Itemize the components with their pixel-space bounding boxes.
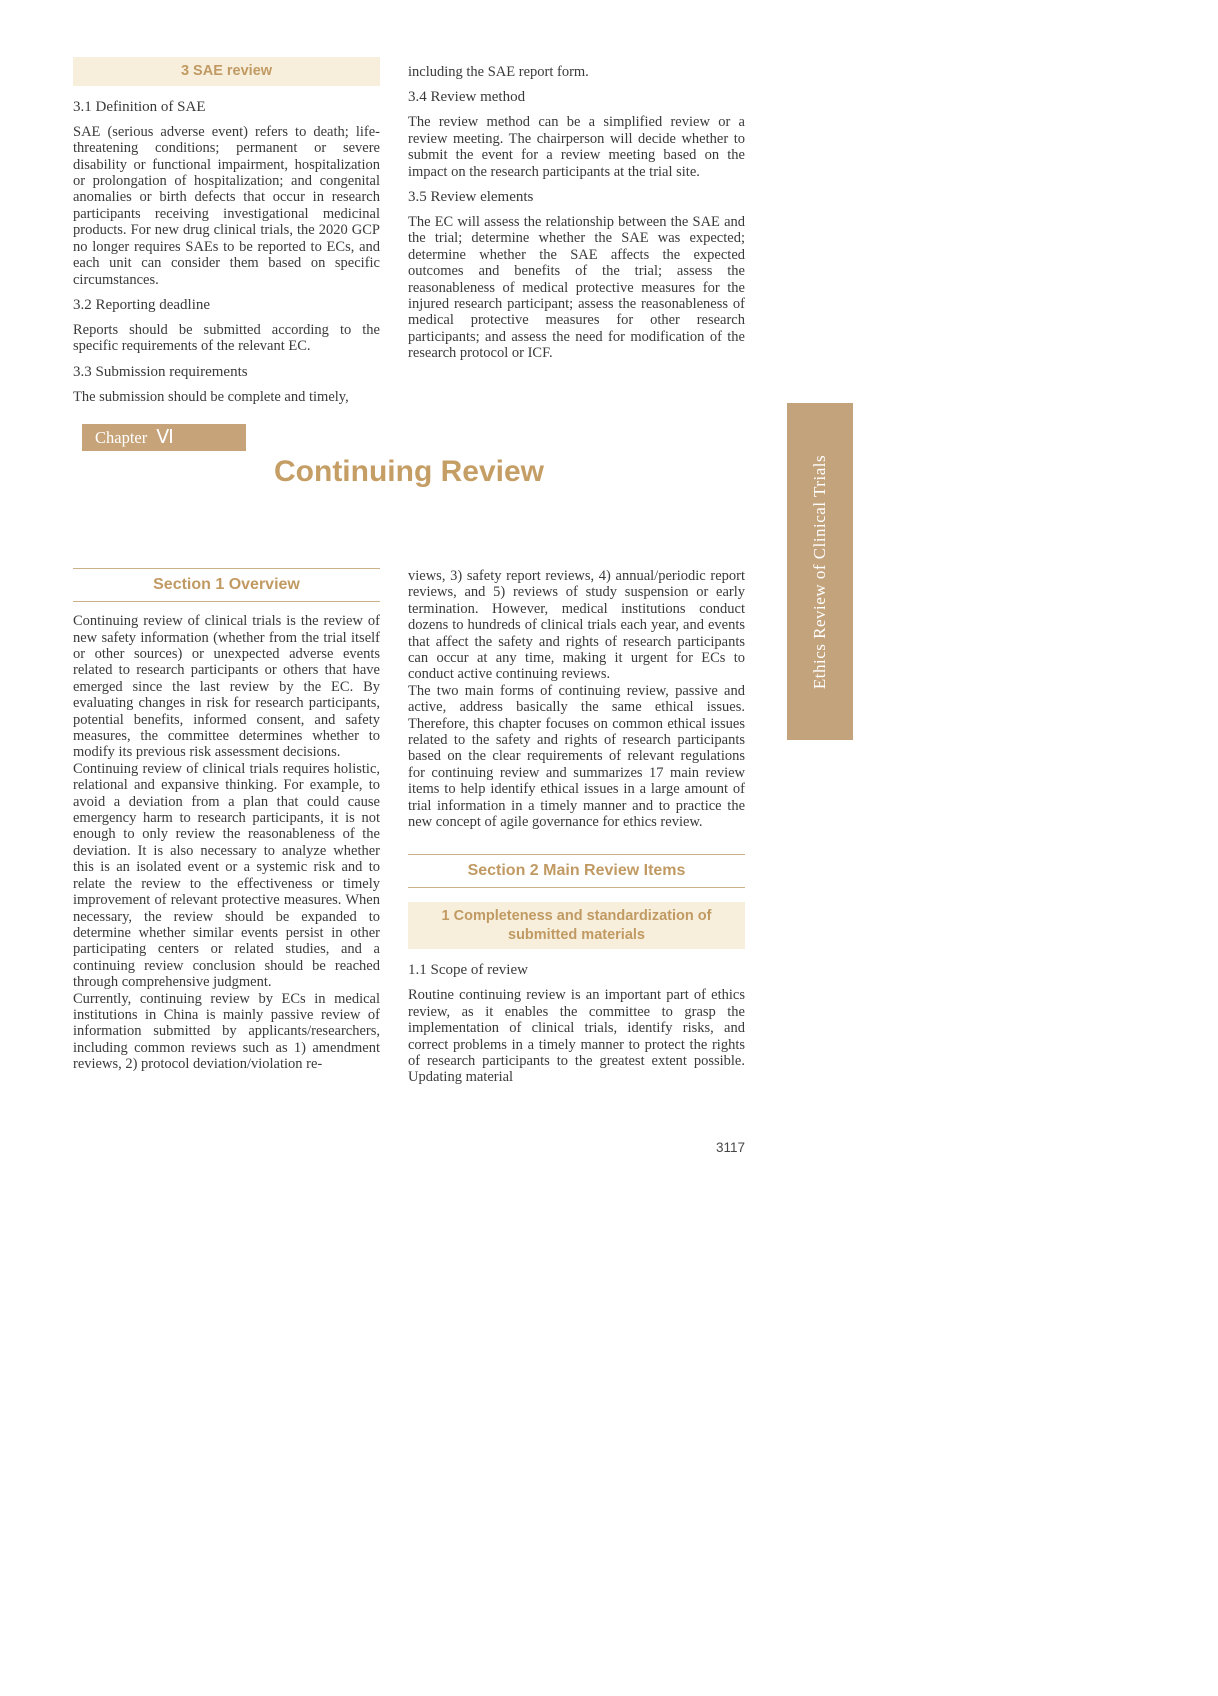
- body-paragraph: The EC will assess the relationship between the SAE and the trial; determine whether the SAE was expected; determine whether the SAE affects the expected outcomes and benefits of the trial; assess the reasonableness of medical protective measures for the injured research participant; assess the reasonableness of medical protective measures for other research participants; and assess the need for modification of the research protocol or ICF.: [408, 214, 745, 362]
- band-heading: 3 SAE review: [73, 57, 380, 86]
- body-paragraph: Reports should be submitted according to the specific requirements of the relevant EC.: [73, 321, 380, 355]
- body-paragraph: including the SAE report form.: [408, 64, 589, 80]
- chapter-title: Continuing Review: [274, 455, 544, 488]
- body-paragraph: The review method can be a simplified review or a review meeting. The chairperson will decide whether to submit the event for a review meeting based on the impact on the research participants at the trial site.: [408, 114, 745, 180]
- body-paragraph: The submission should be complete and timely,: [73, 388, 349, 405]
- body-paragraph: The two main forms of continuing review, passive and active, address basically the same ethical issues. Therefore, this chapter focuses on common ethical issues related to the safety and rights of research participants based on the clear requirements of relevant regulations for continuing review and summarizes 17 main review items to help identify ethical issues in a large amount of trial information in a timely manner and to practice the new concept of agile governance for ethics review.: [408, 682, 745, 831]
- body-paragraph: Currently, continuing review by ECs in medical institutions in China is mainly passive review of information submitted by applicants/researchers, including common reviews such as 1) amendment reviews, 2) protocol deviation/violation re-: [73, 990, 380, 1073]
- main-left-column: [73, 568, 380, 1073]
- main-right-column: [408, 568, 745, 1086]
- body-paragraph: Continuing review of clinical trials requires holistic, relational and expansive thinking. For example, to avoid a deviation from a plan that could cause emergency harm to research participants, it is not enough to only review the reasonableness of the deviation. It is also necessary to analyze whether this is an isolated event or a systemic risk and to relate the review to the effectiveness or timely improvement of relevant protective measures. When necessary, the review should be expanded to determine whether similar events persist in other participating centers or related studies, and a continuing review conclusion should be reached through comprehensive judgment.: [73, 760, 380, 991]
- section-heading: Section 2 Main Review Items: [408, 854, 745, 888]
- chapter-side-tab: [787, 403, 853, 740]
- chapter-label: Chapter: [95, 428, 148, 447]
- side-tab-label: Ethics Review of Clinical Trials: [810, 454, 829, 689]
- body-paragraph: SAE (serious adverse event) refers to death; life-threatening conditions; permanent or severe disability or functional impairment, hospitalization or prolongation of hospitalization; and congenital anomalies or birth defects that occur in research participants receiving investigational medicinal products. For new drug clinical trials, the 2020 GCP no longer requires SAEs to be reported to ECs, and each unit can consider them based on specific circumstances.: [73, 123, 380, 288]
- subsection-heading: 3.3 Submission requirements: [73, 363, 248, 380]
- main-two-column-area: [73, 568, 745, 1086]
- section-heading: Section 1 Overview: [73, 568, 380, 602]
- top-left-column: [73, 57, 380, 405]
- band-heading: 1 Completeness and standardization of submitted materials: [408, 902, 745, 950]
- subsection-heading: 1.1 Scope of review: [408, 962, 528, 979]
- subsection-heading: 3.5 Review elements: [408, 189, 534, 206]
- body-paragraph: Routine continuing review is an important part of ethics review, as it enables the committee to grasp the implementation of clinical trials, identify risks, and correct problems in a timely manner to protect the rights of research participants to the greatest extent possible. Updating material: [408, 987, 745, 1086]
- subsection-heading: 3.1 Definition of SAE: [73, 98, 206, 115]
- chapter-numeral: Ⅵ: [156, 427, 175, 448]
- body-paragraph: Continuing review of clinical trials is the review of new safety information (whether from the trial itself or other sources) or unexpected adverse events related to research participants or others that have emerged since the last review by the EC. By evaluating changes in risk for research participants, potential benefits, informed consent, and safety measures, the committee determines whether to modify its previous risk assessment decisions.: [73, 613, 380, 761]
- subsection-heading: 3.4 Review method: [408, 89, 526, 106]
- page-number: 3117: [715, 1140, 745, 1155]
- subsection-heading: 3.2 Reporting deadline: [73, 296, 211, 313]
- body-paragraph: views, 3) safety report reviews, 4) annual/periodic report reviews, and 5) reviews of study suspension or early termination. However, medical institutions conduct dozens to hundreds of clinical trials each year, and events that affect the safety and rights of research participants can occur at any time, making it urgent for ECs to conduct active continuing reviews.: [408, 568, 745, 683]
- top-right-column: [408, 64, 745, 362]
- top-two-column-area: [73, 57, 745, 405]
- chapter-banner: [82, 424, 246, 451]
